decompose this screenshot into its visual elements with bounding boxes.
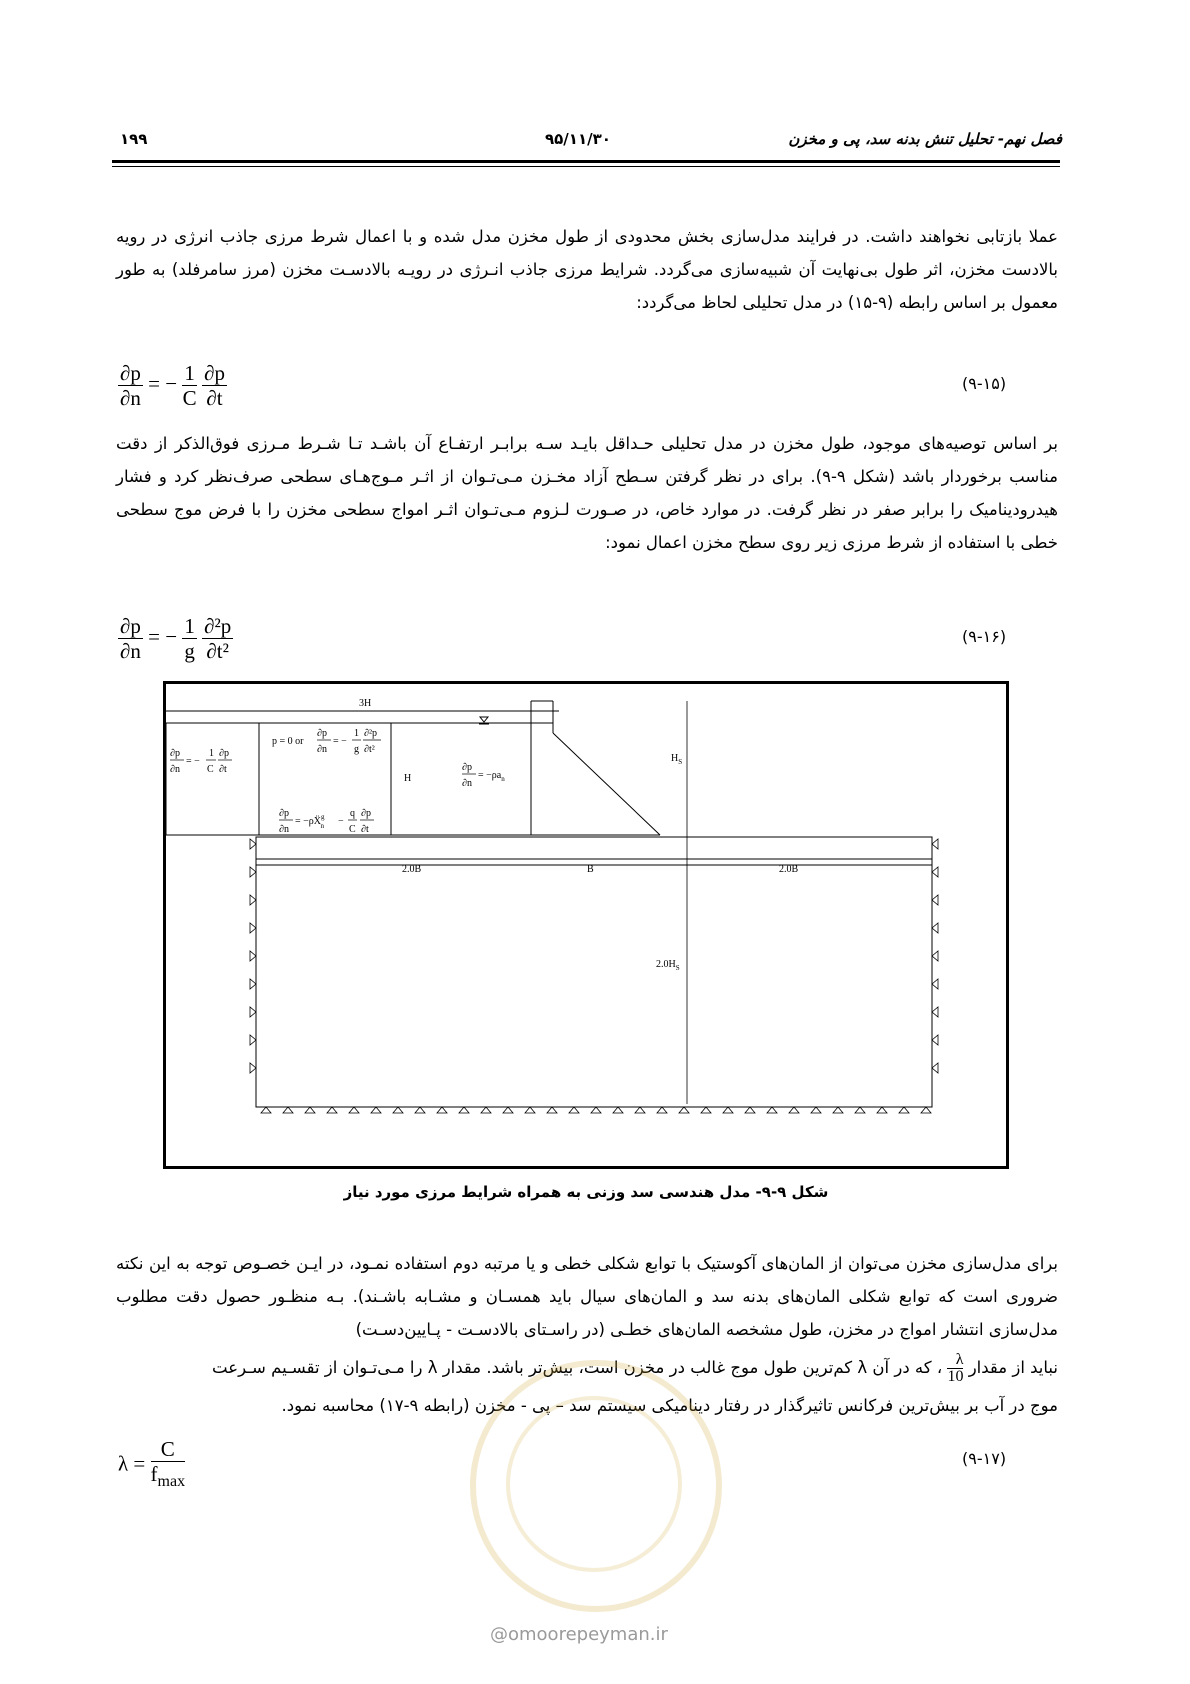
svg-text:∂p: ∂p <box>219 748 229 759</box>
eq16-a-den: g <box>184 639 195 663</box>
depth-label: $2.0H_S$ <box>656 959 680 972</box>
lambda-frac-den: 10 <box>947 1368 964 1385</box>
eq17-num: C <box>151 1437 186 1462</box>
support-left-icon <box>250 1035 256 1045</box>
support-bottom-icon <box>899 1107 909 1113</box>
eq16-b-num: ∂²p <box>204 614 232 638</box>
support-symbols <box>250 839 938 1113</box>
support-right-icon <box>932 867 938 877</box>
support-bottom-icon <box>767 1107 777 1113</box>
eq16-lhs-num: ∂p <box>120 614 141 638</box>
svg-text:C: C <box>349 824 356 835</box>
svg-text:∂t²: ∂t² <box>364 744 375 755</box>
eq17-lhs: λ = <box>118 1451 146 1476</box>
support-bottom-icon <box>371 1107 381 1113</box>
svg-text:∂n: ∂n <box>462 778 472 789</box>
support-bottom-icon <box>833 1107 843 1113</box>
eq16-a-num: 1 <box>184 614 195 638</box>
dam-model-diagram <box>166 684 1006 1166</box>
eq15-lhs-num: ∂p <box>120 361 141 385</box>
support-right-icon <box>932 951 938 961</box>
svg-text:C: C <box>207 764 214 775</box>
equation-15-label: (۹-۱۵) <box>962 374 1007 393</box>
eq15-equals: = − <box>148 371 178 396</box>
hs-label: $H_S$ <box>671 753 683 766</box>
svg-text:∂p: ∂p <box>462 762 472 773</box>
surface-boundary-label <box>272 728 377 755</box>
svg-text:= −ρẌgn: = −ρẌ$^g$ n <box>295 813 325 830</box>
eq15-lhs-den: ∂n <box>120 386 141 410</box>
header-rule <box>112 160 1060 163</box>
dim-mid-label: B <box>587 864 594 875</box>
equation-15 <box>118 361 227 410</box>
eq15-a-den: C <box>182 386 197 410</box>
eq16-lhs-den: ∂n <box>120 639 141 663</box>
lambda-frac-num: λ <box>947 1352 963 1369</box>
svg-text:∂p: ∂p <box>317 728 327 739</box>
svg-text:∂²p: ∂²p <box>364 728 377 739</box>
support-bottom-icon <box>657 1107 667 1113</box>
dim-left-label: 2.0B <box>402 864 422 875</box>
equation-17-label: (۹-۱۷) <box>962 1449 1007 1468</box>
svg-text:= −ρan: = $-\rho a_n$ <box>478 770 505 783</box>
support-left-icon <box>250 839 256 849</box>
paragraph-1: عملا بازتابی نخواهند داشت. در فرایند مدل‌سازی بخش محدودی از طول مخزن مدل شده و با اعمال شرط مرزی جاذب انرژی در رویه بالادست مخزن، اثر طول بی‌نهایت آن شبیه‌سازی می‌گردد. شرایط مرزی جاذب انـرژی در رویـه بالادسـت مخزن (مرز سامرفلد) به طور معمول بر اساس رابطه (۹-۱۵) در مدل تحلیلی لحاظ می‌گردد: <box>116 227 1058 312</box>
water-level-icon <box>480 717 488 722</box>
svg-text:p = 0 or: p = 0 or <box>272 736 304 747</box>
watermark-url: @omoorepeyman.ir <box>490 1624 668 1645</box>
eq15-a-num: 1 <box>184 361 195 385</box>
support-bottom-icon <box>569 1107 579 1113</box>
support-bottom-icon <box>877 1107 887 1113</box>
support-bottom-icon <box>547 1107 557 1113</box>
support-bottom-icon <box>591 1107 601 1113</box>
svg-text:∂p: ∂p <box>361 808 371 819</box>
support-left-icon <box>250 1063 256 1073</box>
eq17-den: $f_{max}$ <box>150 1462 186 1491</box>
support-right-icon <box>932 1063 938 1073</box>
support-bottom-icon <box>283 1107 293 1113</box>
equation-16 <box>118 614 233 663</box>
support-bottom-icon <box>525 1107 535 1113</box>
paragraph-4-end: ، که در آن λ کم‌ترین طول موج غالب در مخزن است، بیش‌تر باشد. مقدار λ را مـی‌تـوان از تقسـیم سـرعت <box>212 1358 943 1377</box>
svg-text:∂t: ∂t <box>219 764 227 775</box>
svg-text:= −: = − <box>333 736 347 747</box>
paragraph-5: موج در آب بر بیش‌ترین فرکانس تاثیرگذار در رفتار دینامیکی سیستم سد – پی - مخزن (رابطه ۹-۱۷) محاسبه نمود. <box>281 1396 1058 1415</box>
svg-text:1: 1 <box>354 728 359 739</box>
svg-text:−: − <box>338 816 344 827</box>
page-number: ۱۹۹ <box>120 130 148 148</box>
support-left-icon <box>250 979 256 989</box>
support-bottom-icon <box>701 1107 711 1113</box>
support-bottom-icon <box>679 1107 689 1113</box>
support-left-icon <box>250 895 256 905</box>
support-bottom-icon <box>789 1107 799 1113</box>
support-right-icon <box>932 923 938 933</box>
equation-17 <box>118 1437 185 1494</box>
eq16-b-den: ∂t² <box>206 639 229 663</box>
support-bottom-icon <box>393 1107 403 1113</box>
header-date: ۹۵/۱۱/۳۰ <box>545 130 611 148</box>
support-bottom-icon <box>745 1107 755 1113</box>
paragraph-4-start: نباید از مقدار <box>968 1358 1058 1377</box>
support-bottom-icon <box>327 1107 337 1113</box>
svg-text:∂n: ∂n <box>317 744 327 755</box>
watermark-logo <box>470 1360 722 1612</box>
support-bottom-icon <box>305 1107 315 1113</box>
support-bottom-icon <box>723 1107 733 1113</box>
svg-text:∂n: ∂n <box>279 824 289 835</box>
svg-text:= −: = − <box>186 756 200 767</box>
support-bottom-icon <box>921 1107 931 1113</box>
support-bottom-icon <box>613 1107 623 1113</box>
equation-16-label: (۹-۱۶) <box>962 627 1007 646</box>
support-left-icon <box>250 951 256 961</box>
support-bottom-icon <box>437 1107 447 1113</box>
support-left-icon <box>250 1007 256 1017</box>
lambda-over-ten <box>947 1352 963 1385</box>
svg-text:∂p: ∂p <box>279 808 289 819</box>
svg-text:g: g <box>354 744 359 755</box>
figure-dam-geometry <box>163 681 1009 1169</box>
support-bottom-icon <box>459 1107 469 1113</box>
support-bottom-icon <box>481 1107 491 1113</box>
dim-3h-label: 3H <box>359 698 372 709</box>
eq15-b-num: ∂p <box>204 361 225 385</box>
support-bottom-icon <box>349 1107 359 1113</box>
bottom-boundary-label <box>279 808 371 835</box>
support-right-icon <box>932 1035 938 1045</box>
support-right-icon <box>932 895 938 905</box>
watermark-inner-ring <box>506 1396 682 1572</box>
figure-caption: شکل ۹-۹- مدل هندسی سد وزنی به همراه شرایط مرزی مورد نیاز <box>343 1183 829 1201</box>
svg-text:∂n: ∂n <box>170 764 180 775</box>
support-right-icon <box>932 979 938 989</box>
eq16-equals: = − <box>148 624 178 649</box>
support-bottom-icon <box>503 1107 513 1113</box>
support-bottom-icon <box>855 1107 865 1113</box>
eq15-b-den: ∂t <box>206 386 223 410</box>
header-rule-thin <box>112 166 1060 167</box>
dim-right-label: 2.0B <box>779 864 799 875</box>
support-left-icon <box>250 923 256 933</box>
dam-downstream-face <box>553 733 660 835</box>
reservoir-left-box <box>166 723 259 835</box>
paragraph-2: بر اساس توصیه‌های موجود، طول مخزن در مدل تحلیلی حـداقل بایـد سـه برابـر ارتفـاع آن باشـد تـا شـرط مـرزی فوق‌الذکر از دقت مناسب برخوردار باشد (شکل ۹-۹). برای در نظر گرفتن سـطح آزاد مخـزن مـی‌تـوان از اثـر مـوج‌هـای سطحی صرف‌نظر کرد و فشار هیدرودینامیک را برابر صفر در نظر گرفت. در موارد خاص، در صـورت لـزوم مـی‌تـوان اثـر امواج سطحی مخزن را با فرض موج سطحی خطی با استفاده از شرط مرزی زیر روی سطح مخزن اعمال نمود: <box>116 434 1058 552</box>
svg-text:q: q <box>350 808 355 819</box>
svg-text:1: 1 <box>209 748 214 759</box>
support-bottom-icon <box>261 1107 271 1113</box>
sommerfeld-boundary-label <box>170 748 229 775</box>
svg-text:∂t: ∂t <box>361 824 369 835</box>
height-h-label: H <box>404 773 412 784</box>
support-bottom-icon <box>635 1107 645 1113</box>
foundation-box <box>256 837 932 1107</box>
support-bottom-icon <box>811 1107 821 1113</box>
svg-text:∂p: ∂p <box>170 748 180 759</box>
chapter-title: فصل نهم- تحلیل تنش بدنه سد، پی و مخزن <box>788 130 1062 148</box>
support-left-icon <box>250 867 256 877</box>
support-right-icon <box>932 839 938 849</box>
support-bottom-icon <box>415 1107 425 1113</box>
support-right-icon <box>932 1007 938 1017</box>
dam-boundary-label <box>462 762 505 789</box>
paragraph-3: برای مدل‌سازی مخزن می‌توان از المان‌های آکوستیک با توابع شکلی خطی و یا مرتبه دوم استفاده نمـود، در ایـن خصـوص توجه به این نکته ضروری است که توابع شکلی المان‌های بدنه سد و المان‌های سیال باید همسـان و مشـابه باشـند). بـه منظـور حصول دقت مطلوب مدل‌سازی انتشار امواج در مخزن، طول مشخصه المان‌های خطـی (در راسـتای بالادسـت - پـایین‌دسـت) <box>116 1254 1058 1339</box>
